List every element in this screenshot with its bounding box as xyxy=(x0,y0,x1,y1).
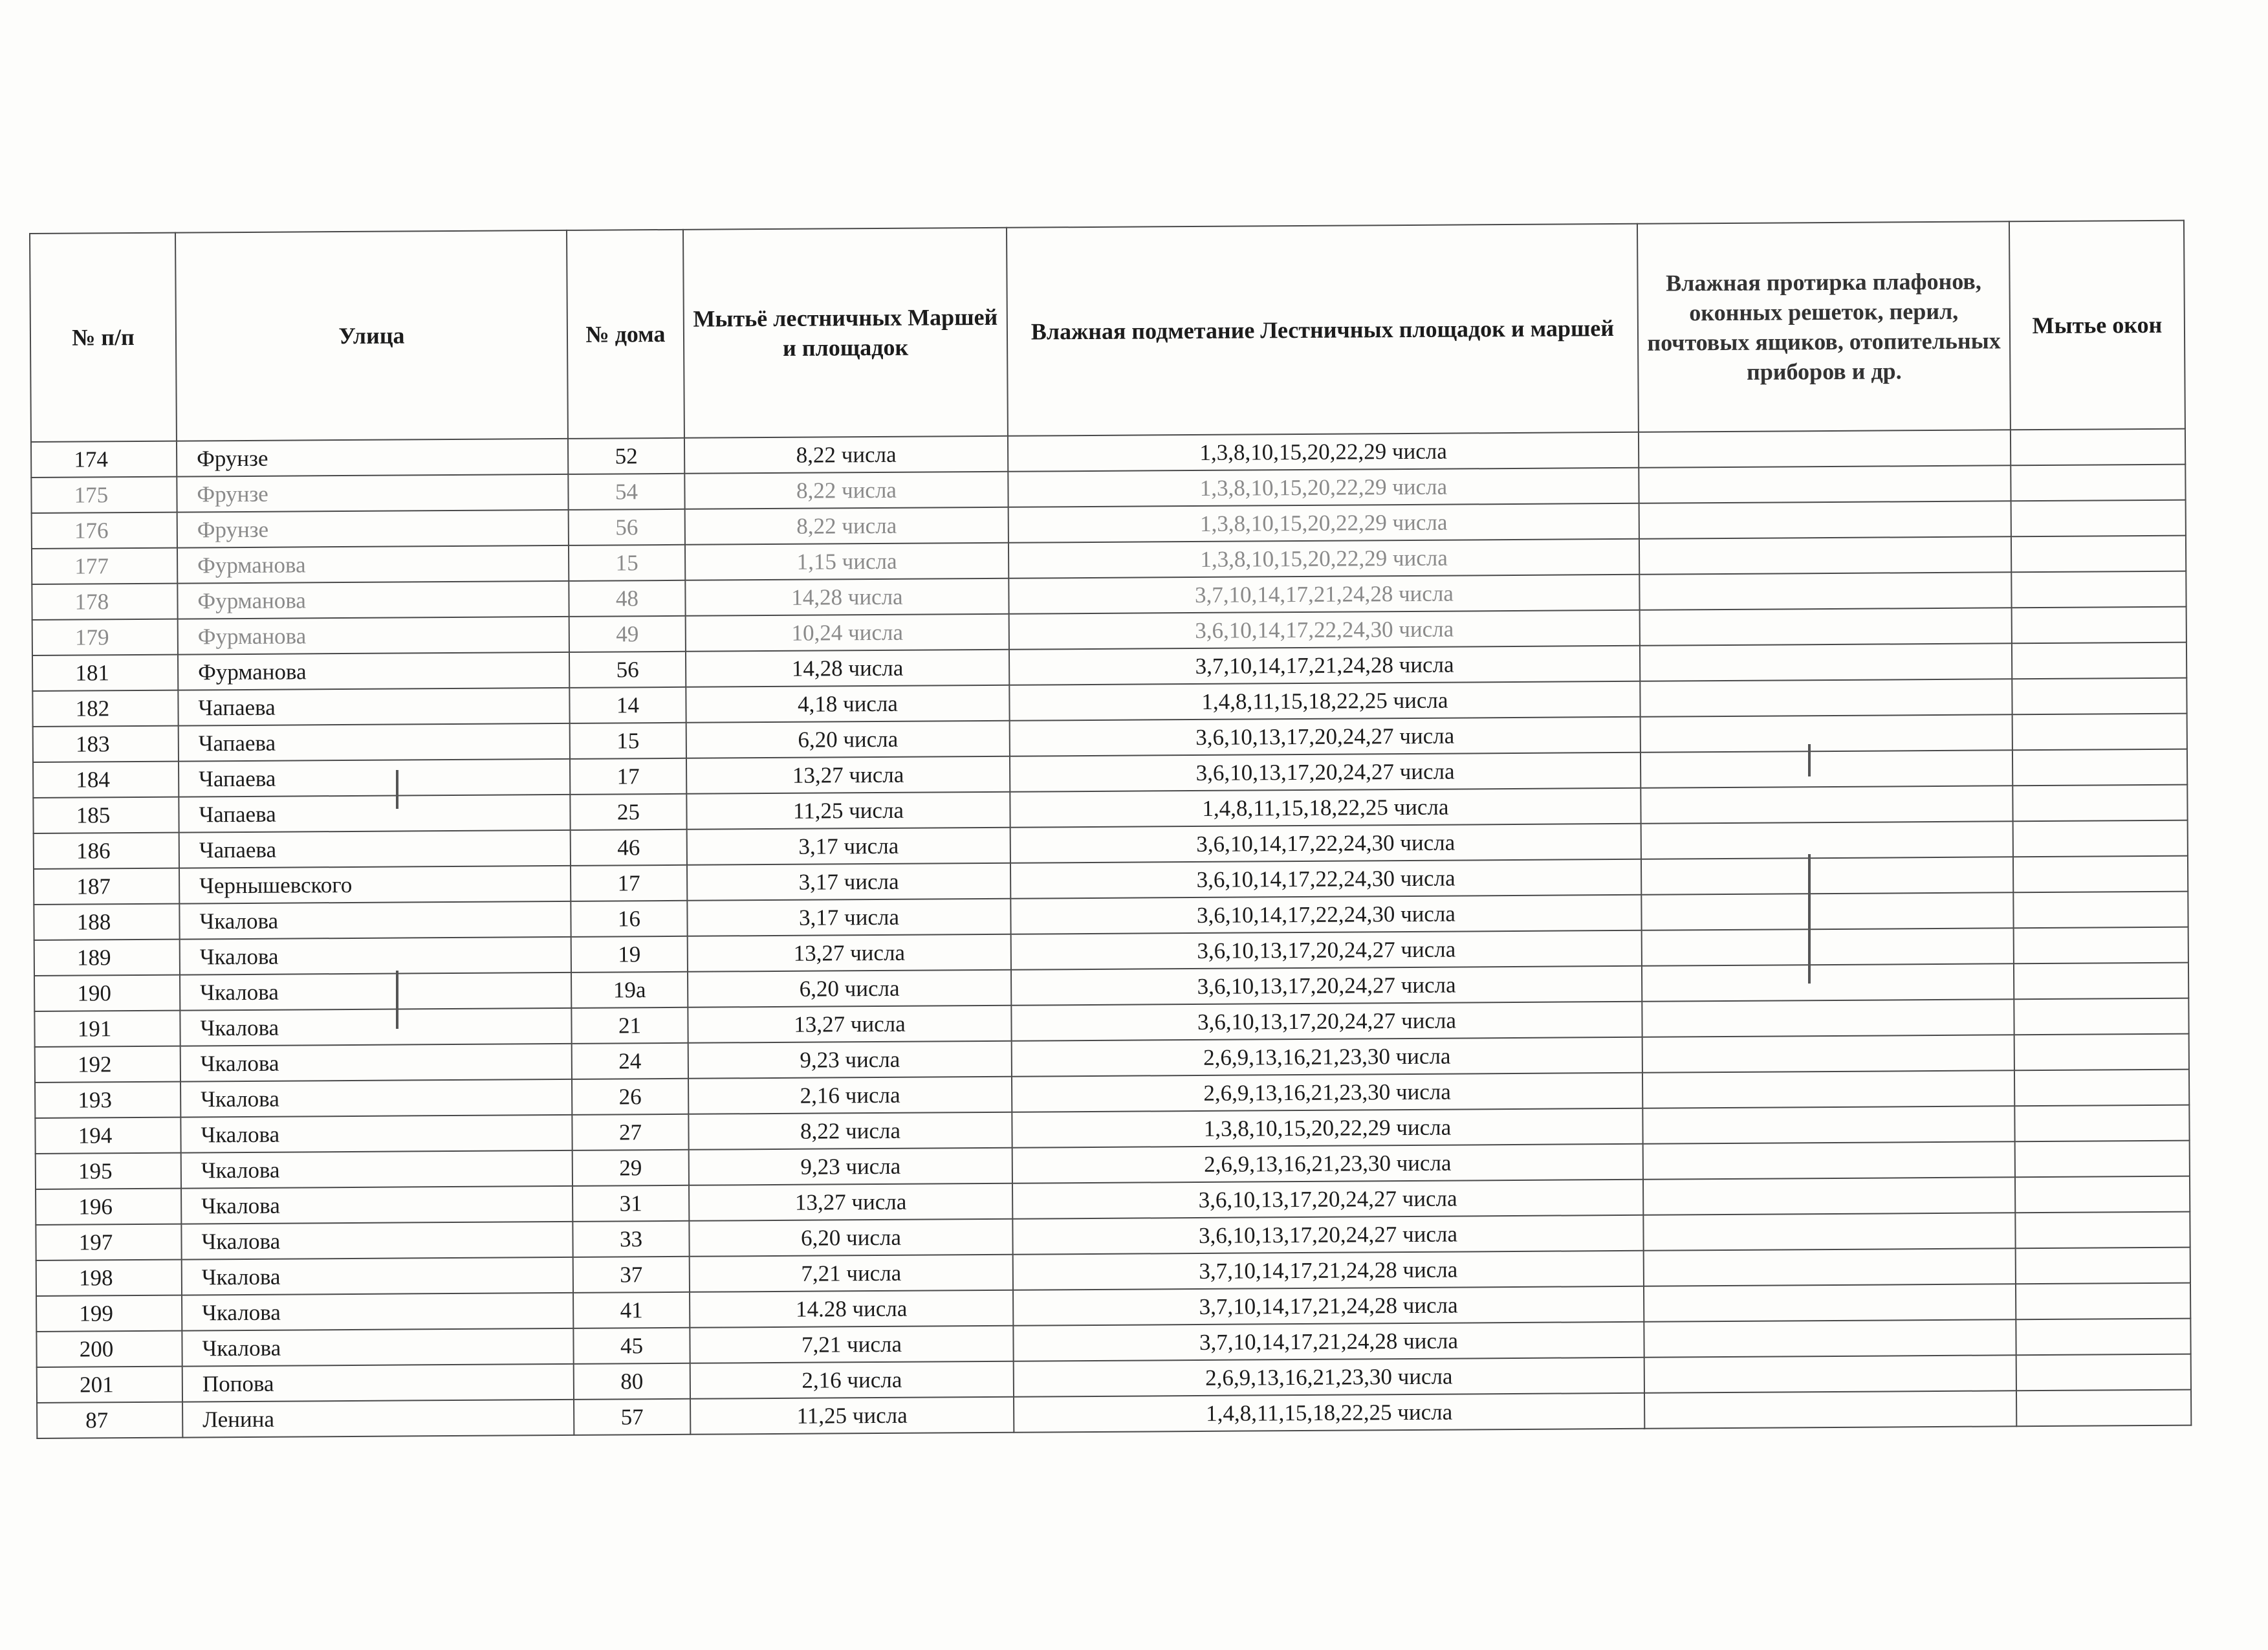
wet-wiping-cell xyxy=(1644,1248,2016,1286)
house-number-cell: 15 xyxy=(569,545,685,581)
stair-washing-cell: 6,20 числа xyxy=(688,970,1011,1007)
street-cell: Фрунзе xyxy=(177,439,568,477)
row-number-cell: 199 xyxy=(36,1295,182,1332)
window-washing-cell xyxy=(2012,607,2186,644)
wet-sweeping-cell: 3,7,10,14,17,21,24,28 числа xyxy=(1013,1286,1644,1326)
stair-washing-cell: 13,27 числа xyxy=(688,1006,1011,1043)
row-number-cell: 183 xyxy=(33,726,179,762)
street-cell: Чкалова xyxy=(180,1115,572,1153)
stair-washing-cell: 8,22 числа xyxy=(685,507,1009,545)
stair-washing-cell: 1,15 числа xyxy=(685,543,1009,580)
window-washing-cell xyxy=(2011,429,2185,466)
wet-sweeping-cell: 1,4,8,11,15,18,22,25 числа xyxy=(1009,681,1640,721)
window-washing-cell xyxy=(2013,820,2188,857)
wet-sweeping-cell: 3,6,10,13,17,20,24,27 числа xyxy=(1011,1002,1642,1041)
wet-wiping-cell xyxy=(1642,1106,2014,1144)
header-windows: Мытье окон xyxy=(2009,221,2185,430)
row-number-cell: 189 xyxy=(34,940,180,976)
table-header xyxy=(30,221,2185,442)
wet-wiping-cell xyxy=(1642,999,2014,1037)
scan-artifact-mark xyxy=(1808,744,1811,776)
header-house: № дома xyxy=(567,230,684,439)
stair-washing-cell: 8,22 числа xyxy=(688,1112,1012,1150)
street-cell: Чернышевского xyxy=(179,866,571,904)
wet-wiping-cell xyxy=(1643,1213,2015,1251)
house-number-cell: 25 xyxy=(570,794,686,830)
stair-washing-cell: 13,27 числа xyxy=(689,1183,1012,1221)
wet-sweeping-cell: 3,7,10,14,17,21,24,28 числа xyxy=(1013,1322,1644,1361)
window-washing-cell xyxy=(2011,465,2185,501)
house-number-cell: 19а xyxy=(571,972,688,1008)
window-washing-cell xyxy=(2014,1034,2189,1071)
wet-sweeping-cell: 3,6,10,13,17,20,24,27 числа xyxy=(1011,930,1642,970)
stair-washing-cell: 11,25 числа xyxy=(686,792,1010,830)
house-number-cell: 80 xyxy=(574,1363,690,1400)
stair-washing-cell: 3,17 числа xyxy=(687,828,1010,865)
row-number-cell: 191 xyxy=(34,1011,180,1047)
stair-washing-cell: 14.28 числа xyxy=(690,1290,1013,1328)
house-number-cell: 46 xyxy=(571,830,687,866)
row-number-cell: 184 xyxy=(33,762,179,798)
house-number-cell: 56 xyxy=(569,509,685,545)
wet-sweeping-cell: 3,7,10,14,17,21,24,28 числа xyxy=(1013,1251,1644,1290)
house-number-cell: 26 xyxy=(572,1079,688,1115)
row-number-cell: 175 xyxy=(31,477,177,513)
street-cell: Чкалова xyxy=(180,973,571,1011)
house-number-cell: 14 xyxy=(569,687,686,723)
house-number-cell: 33 xyxy=(572,1221,689,1257)
window-washing-cell xyxy=(2012,749,2187,786)
row-number-cell: 187 xyxy=(34,868,179,905)
house-number-cell: 16 xyxy=(571,901,687,937)
street-cell: Чапаева xyxy=(179,759,570,797)
house-number-cell: 19 xyxy=(571,936,688,973)
row-number-cell: 188 xyxy=(34,904,179,940)
row-number-cell: 185 xyxy=(33,797,179,833)
house-number-cell: 27 xyxy=(572,1114,688,1150)
header-row xyxy=(30,221,2185,442)
street-cell: Чапаева xyxy=(179,830,571,868)
cleaning-schedule-table xyxy=(29,220,2192,1439)
stair-washing-cell: 6,20 числа xyxy=(686,721,1010,758)
window-washing-cell xyxy=(2016,1283,2190,1320)
wet-sweeping-cell: 3,6,10,13,17,20,24,27 числа xyxy=(1010,717,1641,756)
stair-washing-cell: 2,16 числа xyxy=(690,1361,1014,1399)
window-washing-cell xyxy=(2015,1141,2190,1178)
street-cell: Ленина xyxy=(182,1400,574,1438)
header-wash: Мытьё лестничных Маршей и площадок xyxy=(683,228,1008,438)
window-washing-cell xyxy=(2014,998,2188,1035)
house-number-cell: 24 xyxy=(572,1043,688,1079)
street-cell: Чкалова xyxy=(181,1222,572,1260)
row-number-cell: 201 xyxy=(37,1367,182,1403)
row-number-cell: 176 xyxy=(32,512,177,549)
stair-washing-cell: 9,23 числа xyxy=(688,1041,1012,1079)
wet-sweeping-cell: 3,6,10,13,17,20,24,27 числа xyxy=(1012,1180,1643,1219)
wet-wiping-cell xyxy=(1639,430,2011,468)
row-number-cell: 182 xyxy=(32,690,178,727)
house-number-cell: 48 xyxy=(569,580,685,617)
street-cell: Чкалова xyxy=(180,1044,572,1082)
street-cell: Чкалова xyxy=(180,1008,571,1046)
window-washing-cell xyxy=(2011,536,2186,573)
wet-wiping-cell xyxy=(1640,643,2012,681)
house-number-cell: 29 xyxy=(572,1150,689,1186)
wet-sweeping-cell: 2,6,9,13,16,21,23,30 числа xyxy=(1012,1073,1642,1112)
row-number-cell: 177 xyxy=(32,548,177,584)
street-cell: Фрунзе xyxy=(177,510,569,548)
wet-sweeping-cell: 1,4,8,11,15,18,22,25 числа xyxy=(1010,788,1641,828)
wet-sweeping-cell: 3,6,10,13,17,20,24,27 числа xyxy=(1011,966,1642,1006)
house-number-cell: 49 xyxy=(569,616,686,652)
row-number-cell: 174 xyxy=(31,441,177,478)
street-cell: Чапаева xyxy=(179,723,570,762)
window-washing-cell xyxy=(2016,1390,2191,1427)
window-washing-cell xyxy=(2014,963,2188,1000)
row-number-cell: 194 xyxy=(35,1117,180,1154)
row-number-cell: 196 xyxy=(36,1189,181,1225)
row-number-cell: 198 xyxy=(36,1260,182,1296)
window-washing-cell xyxy=(2014,927,2188,964)
wet-wiping-cell xyxy=(1641,857,2013,895)
row-number-cell: 178 xyxy=(32,584,177,620)
wet-wiping-cell xyxy=(1644,1391,2016,1429)
wet-sweeping-cell: 3,6,10,13,17,20,24,27 числа xyxy=(1012,1215,1643,1255)
wet-wiping-cell xyxy=(1643,1141,2015,1180)
wet-wiping-cell xyxy=(1641,750,2012,788)
window-washing-cell xyxy=(2013,856,2188,893)
header-num: № п/п xyxy=(30,233,177,442)
street-cell: Попова xyxy=(182,1364,574,1402)
street-cell: Чкалова xyxy=(179,901,571,940)
window-washing-cell xyxy=(2015,1212,2190,1249)
wet-wiping-cell xyxy=(1642,1035,2014,1073)
wet-wiping-cell xyxy=(1642,1070,2014,1108)
wet-sweeping-cell: 3,6,10,13,17,20,24,27 числа xyxy=(1010,753,1641,792)
wet-sweeping-cell: 1,3,8,10,15,20,22,29 числа xyxy=(1009,539,1639,578)
wet-sweeping-cell: 3,6,10,14,17,22,24,30 числа xyxy=(1009,610,1640,650)
wet-wiping-cell xyxy=(1641,892,2013,930)
street-cell: Чкалова xyxy=(182,1293,573,1331)
wet-sweeping-cell: 3,7,10,14,17,21,24,28 числа xyxy=(1009,646,1640,685)
street-cell: Фурманова xyxy=(177,581,569,619)
stair-washing-cell: 3,17 числа xyxy=(687,899,1010,936)
street-cell: Фурманова xyxy=(178,617,569,655)
wet-sweeping-cell: 2,6,9,13,16,21,23,30 числа xyxy=(1014,1358,1644,1397)
wet-sweeping-cell: 1,3,8,10,15,20,22,29 числа xyxy=(1008,432,1639,472)
house-number-cell: 31 xyxy=(572,1185,689,1222)
row-number-cell: 87 xyxy=(37,1402,182,1438)
stair-washing-cell: 14,28 числа xyxy=(685,578,1009,616)
house-number-cell: 54 xyxy=(568,474,684,510)
row-number-cell: 179 xyxy=(32,619,178,655)
wet-wiping-cell xyxy=(1644,1355,2016,1393)
street-cell: Фурманова xyxy=(178,652,569,690)
window-washing-cell xyxy=(2016,1319,2190,1356)
stair-washing-cell: 14,28 числа xyxy=(686,650,1009,687)
scan-artifact-mark xyxy=(1808,854,1811,984)
house-number-cell: 37 xyxy=(573,1257,690,1293)
window-washing-cell xyxy=(2012,714,2187,751)
stair-washing-cell: 9,23 числа xyxy=(689,1148,1012,1185)
stair-washing-cell: 2,16 числа xyxy=(688,1077,1012,1114)
window-washing-cell xyxy=(2014,1105,2189,1142)
header-street: Улица xyxy=(175,230,568,441)
wet-wiping-cell xyxy=(1644,1284,2016,1322)
street-cell: Чкалова xyxy=(180,1079,572,1117)
house-number-cell: 45 xyxy=(573,1328,690,1364)
table-body xyxy=(31,429,2191,1438)
window-washing-cell xyxy=(2012,643,2186,679)
wet-wiping-cell xyxy=(1639,465,2011,503)
house-number-cell: 21 xyxy=(571,1007,688,1044)
wet-wiping-cell xyxy=(1639,501,2011,539)
street-cell: Чкалова xyxy=(180,937,571,975)
house-number-cell: 41 xyxy=(573,1292,690,1328)
street-cell: Чапаева xyxy=(178,688,569,726)
row-number-cell: 195 xyxy=(36,1153,181,1189)
wet-sweeping-cell: 1,4,8,11,15,18,22,25 числа xyxy=(1014,1393,1644,1433)
window-washing-cell xyxy=(2016,1354,2191,1391)
wet-wiping-cell xyxy=(1640,679,2012,717)
wet-wiping-cell xyxy=(1639,536,2011,575)
scan-artifact-mark xyxy=(396,770,398,809)
stair-washing-cell: 10,24 числа xyxy=(686,614,1009,652)
wet-sweeping-cell: 1,3,8,10,15,20,22,29 числа xyxy=(1008,468,1639,507)
wet-sweeping-cell: 3,6,10,14,17,22,24,30 числа xyxy=(1010,895,1641,934)
wet-wiping-cell xyxy=(1641,786,2012,824)
stair-washing-cell: 11,25 числа xyxy=(690,1397,1014,1435)
row-number-cell: 192 xyxy=(35,1046,180,1083)
house-number-cell: 15 xyxy=(570,723,686,759)
wet-sweeping-cell: 1,3,8,10,15,20,22,29 числа xyxy=(1012,1108,1642,1148)
window-washing-cell xyxy=(2011,500,2186,537)
window-washing-cell xyxy=(2012,785,2187,822)
wet-wiping-cell xyxy=(1641,714,2012,753)
row-number-cell: 197 xyxy=(36,1224,181,1260)
house-number-cell: 57 xyxy=(574,1399,690,1435)
stair-washing-cell: 4,18 числа xyxy=(686,685,1009,723)
street-cell: Чкалова xyxy=(181,1150,572,1189)
stair-washing-cell: 8,22 числа xyxy=(684,472,1008,509)
stair-washing-cell: 8,22 числа xyxy=(684,436,1008,474)
wet-sweeping-cell: 3,6,10,14,17,22,24,30 числа xyxy=(1010,824,1641,863)
stair-washing-cell: 3,17 числа xyxy=(687,863,1010,901)
street-cell: Фрунзе xyxy=(177,474,568,512)
window-washing-cell xyxy=(2014,1070,2189,1106)
window-washing-cell xyxy=(2011,571,2186,608)
row-number-cell: 181 xyxy=(32,655,178,691)
window-washing-cell xyxy=(2012,678,2186,715)
wet-wiping-cell xyxy=(1643,1177,2015,1215)
scan-artifact-mark xyxy=(396,971,398,1029)
window-washing-cell xyxy=(2013,892,2188,929)
wet-wiping-cell xyxy=(1642,963,2014,1002)
header-wipe: Влажная протирка плафонов, оконных решеток, перил, почтовых ящиков, отопительных приборов и др. xyxy=(1637,221,2011,432)
street-cell: Фурманова xyxy=(177,545,569,584)
window-washing-cell xyxy=(2016,1248,2190,1284)
header-sweep: Влажная подметание Лестничных площадок и маршей xyxy=(1007,224,1639,436)
wet-sweeping-cell: 1,3,8,10,15,20,22,29 числа xyxy=(1009,503,1639,543)
wet-wiping-cell xyxy=(1641,821,2013,859)
wet-wiping-cell xyxy=(1644,1319,2016,1358)
window-washing-cell xyxy=(2015,1176,2190,1213)
house-number-cell: 56 xyxy=(569,652,686,688)
wet-wiping-cell xyxy=(1642,928,2014,966)
wet-sweeping-cell: 2,6,9,13,16,21,23,30 числа xyxy=(1012,1037,1642,1077)
street-cell: Чкалова xyxy=(182,1328,573,1367)
wet-wiping-cell xyxy=(1639,572,2011,610)
wet-sweeping-cell: 2,6,9,13,16,21,23,30 числа xyxy=(1012,1144,1643,1183)
stair-washing-cell: 7,21 числа xyxy=(690,1255,1013,1292)
stair-washing-cell: 7,21 числа xyxy=(690,1326,1013,1363)
wet-sweeping-cell: 3,6,10,14,17,22,24,30 числа xyxy=(1010,859,1641,899)
house-number-cell: 17 xyxy=(570,758,686,795)
house-number-cell: 17 xyxy=(571,865,687,901)
row-number-cell: 193 xyxy=(35,1082,180,1118)
row-number-cell: 186 xyxy=(34,833,179,869)
street-cell: Чкалова xyxy=(181,1186,572,1224)
street-cell: Чапаева xyxy=(179,795,570,833)
street-cell: Чкалова xyxy=(182,1257,573,1295)
stair-washing-cell: 13,27 числа xyxy=(688,934,1011,972)
row-number-cell: 200 xyxy=(36,1331,182,1367)
stair-washing-cell: 6,20 числа xyxy=(689,1219,1012,1257)
stair-washing-cell: 13,27 числа xyxy=(686,756,1010,794)
house-number-cell: 52 xyxy=(568,438,684,474)
wet-sweeping-cell: 3,7,10,14,17,21,24,28 числа xyxy=(1009,575,1639,614)
wet-wiping-cell xyxy=(1640,608,2012,646)
row-number-cell: 190 xyxy=(34,975,180,1011)
